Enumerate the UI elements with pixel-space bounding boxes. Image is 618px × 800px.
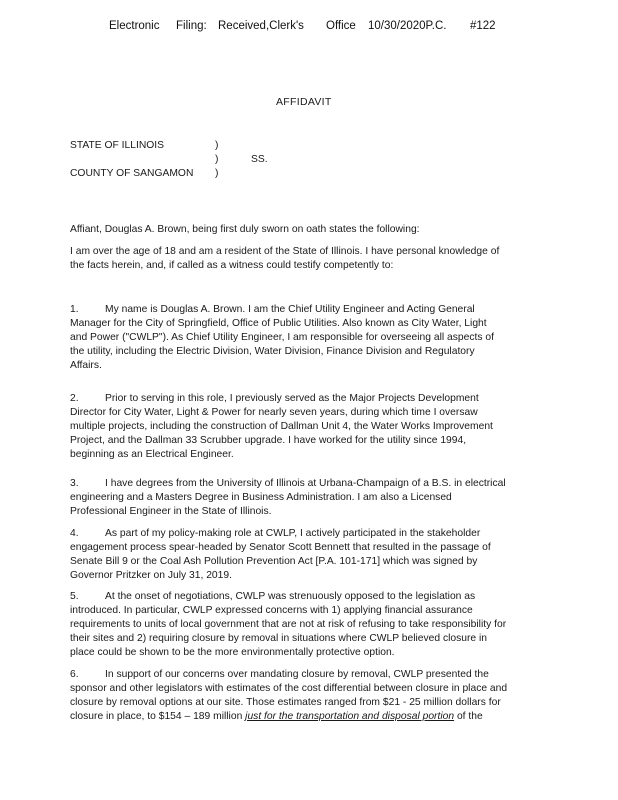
paragraph-number: 1.: [70, 304, 79, 315]
header-filing: Filing:: [176, 20, 207, 32]
header-docno: #122: [470, 20, 496, 32]
paragraph-line: of the: [454, 711, 483, 722]
paragraph-line: engagement process spear-headed by Senator Scott Bennett that resulted in the passage of: [70, 542, 491, 553]
paragraph-line: sponsor and other legislators with estimates of the cost differential between closure in place and: [70, 683, 508, 694]
paragraph-line: Senate Bill 9 or the Coal Ash Pollution Prevention Act [P.A. 101-171] which was signed by: [70, 556, 478, 567]
paragraph-number: 3.: [70, 478, 79, 489]
paragraph-line: Professional Engineer in the State of Illinois.: [70, 506, 272, 517]
paragraph-line: multiple projects, including the construction of Dallman Unit 4, the Water Works Improvement: [70, 421, 493, 432]
paragraph-line: beginning as an Electrical Engineer.: [70, 449, 234, 460]
header-date: 10/30/2020P.C.: [368, 20, 447, 32]
paragraph-line: place could be shown to be the more environmentally protective option.: [70, 647, 395, 658]
paragraph-line: At the onset of negotiations, CWLP was strenuously opposed to the legislation as: [105, 591, 476, 602]
paragraph-2: [70, 392, 540, 462]
caption-county: COUNTY OF SANGAMON: [70, 168, 194, 179]
paragraph-6: [70, 668, 540, 724]
paragraph-1: [70, 303, 540, 373]
paragraph-line: Governor Pritzker on July 31, 2019.: [70, 570, 232, 581]
header-received: Received,Clerk's: [218, 20, 304, 32]
paragraph-line: Affairs.: [70, 360, 102, 371]
paragraph-line: engineering and a Masters Degree in Business Administration. I am also a Licensed: [70, 492, 452, 503]
paragraph-line: In support of our concerns over mandating closure by removal, CWLP presented the: [105, 669, 489, 680]
preamble-line: the facts herein, and, if called as a witness could testify competently to:: [70, 260, 394, 271]
caption-paren-2: ): [215, 154, 219, 165]
underlined-emphasis: just for the transportation and disposal portion: [245, 711, 455, 722]
paragraph-line: Director for City Water, Light & Power for nearly seven years, during which time I oversaw: [70, 407, 478, 418]
paragraph-line: closure by removal options at our site. Those estimates ranged from $21 - 25 million dollars for: [70, 697, 501, 708]
paragraph-number: 6.: [70, 669, 79, 680]
caption-paren-3: ): [215, 168, 219, 179]
paragraph-line: My name is Douglas A. Brown. I am the Chief Utility Engineer and Acting General: [105, 304, 475, 315]
paragraph-line: and Power ("CWLP"). As Chief Utility Engineer, I am responsible for overseeing all aspects of: [70, 332, 494, 343]
paragraph-number: 4.: [70, 528, 79, 539]
paragraph-line: I have degrees from the University of Illinois at Urbana-Champaign of a B.S. in electrical: [105, 478, 506, 489]
paragraph-line: Project, and the Dallman 33 Scrubber upgrade. I have worked for the utility since 1994,: [70, 435, 467, 446]
header-office: Office: [326, 20, 356, 32]
paragraph-number: 2.: [70, 393, 79, 404]
document-title: AFFIDAVIT: [276, 96, 332, 108]
paragraph-5: [70, 590, 540, 660]
paragraph-line: the utility, including the Electric Division, Water Division, Finance Division and Regulatory: [70, 346, 475, 357]
paragraph-line: Prior to serving in this role, I previously served as the Major Projects Development: [105, 393, 479, 404]
paragraph-4: [70, 527, 540, 583]
preamble-line: I am over the age of 18 and am a resident of the State of Illinois. I have personal knowledge of: [70, 246, 500, 257]
header-electronic: Electronic: [109, 20, 160, 32]
caption-paren-1: ): [215, 140, 219, 151]
paragraph-3: [70, 477, 540, 519]
paragraph-line: their sites and 2) requiring closure by removal in situations where CWLP believed closure in: [70, 633, 488, 644]
paragraph-line: As part of my policy-making role at CWLP, I actively participated in the stakeholder: [105, 528, 481, 539]
preamble: [70, 245, 540, 273]
paragraph-number: 5.: [70, 591, 79, 602]
paragraph-line: introduced. In particular, CWLP expressed concerns with 1) applying financial assurance: [70, 605, 473, 616]
paragraph-line: requirements to units of local government that are not at risk of refusing to take responsibility for: [70, 619, 507, 630]
caption-state: STATE OF ILLINOIS: [70, 140, 165, 151]
paragraph-line: Manager for the City of Springfield, Office of Public Utilities. Also known as City Water, Light: [70, 318, 487, 329]
caption-ss: SS.: [251, 154, 268, 165]
intro-statement: Affiant, Douglas A. Brown, being first duly sworn on oath states the following:: [70, 224, 420, 235]
paragraph-line: closure in place, to $154 – 189 million: [70, 711, 246, 722]
